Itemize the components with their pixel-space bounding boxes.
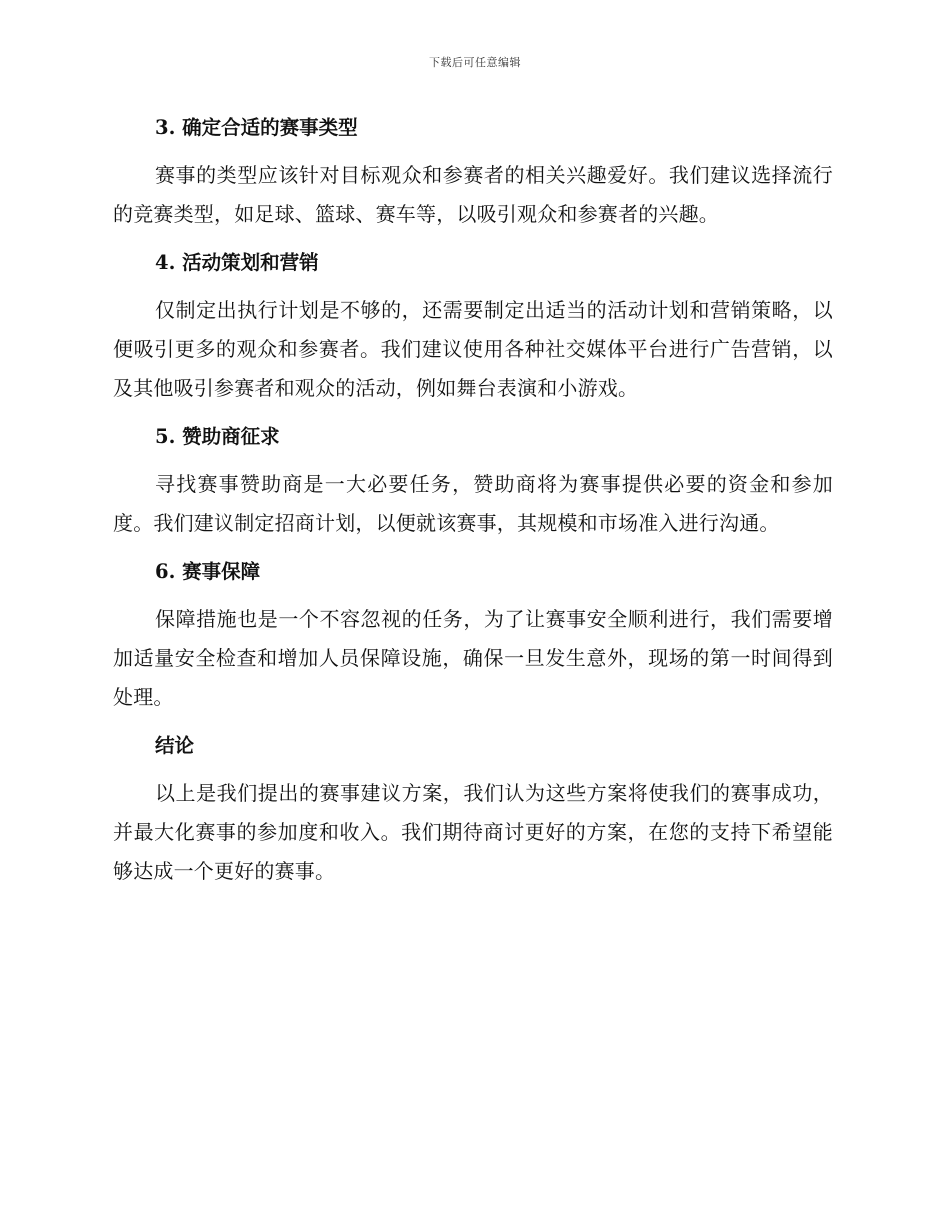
section-heading: 4. 活动策划和营销 (155, 251, 319, 274)
section-planning-marketing (113, 245, 833, 408)
section-paragraph: 以上是我们提出的赛事建议方案，我们认为这些方案将使我们的赛事成功，并最大化赛事的参加度和收入。我们期待商讨更好的方案，在您的支持下希望能够达成一个更好的赛事。 (113, 781, 833, 883)
section-event-type (113, 110, 833, 234)
document-content (113, 110, 833, 902)
section-heading: 5. 赞助商征求 (155, 425, 280, 448)
section-heading: 6. 赛事保障 (155, 560, 261, 583)
section-heading: 3. 确定合适的赛事类型 (155, 116, 358, 139)
section-paragraph: 寻找赛事赞助商是一大必要任务，赞助商将为赛事提供必要的资金和参加度。我们建议制定招商计划，以便就该赛事，其规模和市场准入进行沟通。 (113, 472, 833, 535)
section-sponsors (113, 419, 833, 543)
section-paragraph: 保障措施也是一个不容忽视的任务，为了让赛事安全顺利进行，我们需要增加适量安全检查和增加人员保障设施，确保一旦发生意外，现场的第一时间得到处理。 (113, 607, 833, 709)
page-header-note: 下载后可任意编辑 (429, 56, 521, 69)
section-conclusion (113, 728, 833, 891)
section-heading: 结论 (155, 734, 195, 757)
section-safety (113, 554, 833, 717)
section-paragraph: 赛事的类型应该针对目标观众和参赛者的相关兴趣爱好。我们建议选择流行的竞赛类型，如足球、篮球、赛车等，以吸引观众和参赛者的兴趣。 (113, 163, 833, 226)
section-paragraph: 仅制定出执行计划是不够的，还需要制定出适当的活动计划和营销策略，以便吸引更多的观众和参赛者。我们建议使用各种社交媒体平台进行广告营销，以及其他吸引参赛者和观众的活动，例如舞台表演和小游戏。 (113, 298, 833, 400)
